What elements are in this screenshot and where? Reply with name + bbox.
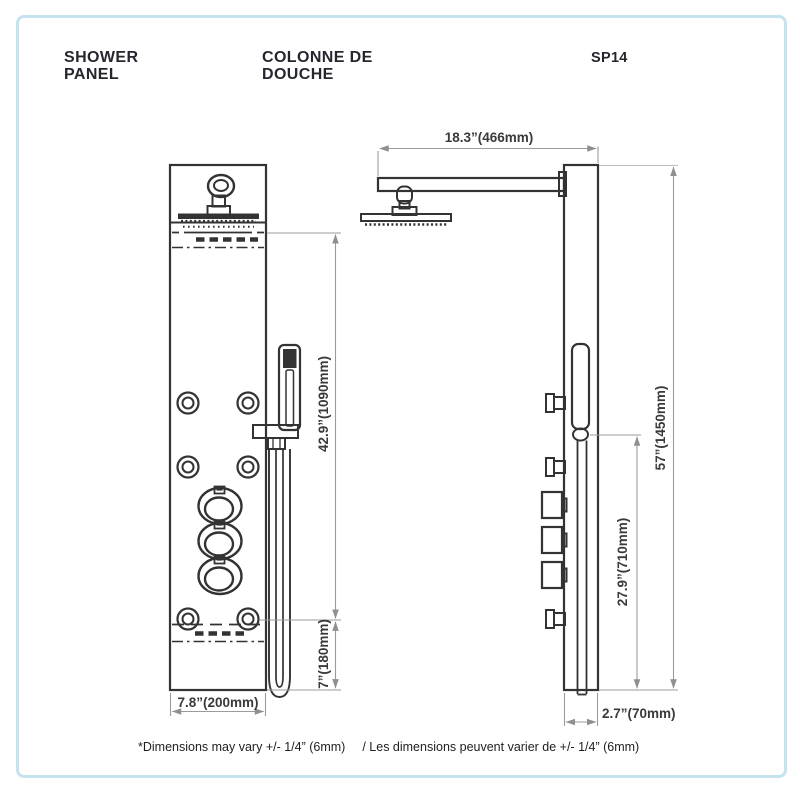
side-shower-arm — [378, 178, 564, 191]
hose-loop-inner — [276, 449, 283, 687]
disclaimer-fr: / Les dimensions peuvent varier de +/- 1/4” (6mm) — [362, 740, 640, 754]
control-dial — [199, 522, 242, 560]
model-number: SP14 — [591, 50, 628, 66]
body-jet — [238, 609, 259, 630]
front-panel-body — [170, 165, 266, 690]
jet-knob — [546, 610, 565, 628]
side-hand-shower — [572, 344, 589, 695]
control-knob — [542, 562, 567, 588]
dim-label-panel-depth: 2.7”(70mm) — [602, 706, 676, 721]
dim-label-handshower-height: 27.9”(710mm) — [615, 517, 630, 607]
front-control-dials — [199, 487, 242, 595]
control-knob — [542, 492, 567, 518]
body-jet — [178, 393, 199, 414]
dim-label-bracket-distance: 42.9”(1090mm) — [316, 355, 331, 453]
hose-nut — [268, 438, 285, 449]
dim-label-arm-reach: 18.3”(466mm) — [444, 130, 534, 145]
side-control-knobs — [542, 492, 567, 588]
front-bottom-bracket-lines — [172, 625, 264, 642]
product-title-en-line1: SHOWER — [64, 49, 139, 66]
front-hand-shower — [253, 345, 300, 697]
hose-loop-outer — [269, 449, 290, 697]
product-title-en-line2: PANEL — [64, 66, 120, 83]
body-jet — [178, 609, 199, 630]
side-rain-head — [361, 187, 451, 225]
dimensions-disclaimer — [138, 740, 639, 754]
body-jet — [238, 457, 259, 478]
jet-knob — [546, 394, 565, 412]
side-view-dimensions — [378, 130, 678, 726]
front-rain-head — [178, 214, 259, 227]
jet-knob — [546, 458, 565, 476]
front-view-drawing — [170, 165, 300, 697]
product-title-fr-line1: COLONNE DE — [262, 49, 373, 66]
product-title-fr-line2: DOUCHE — [262, 66, 334, 83]
front-arm-connector — [208, 175, 235, 216]
body-jet — [178, 457, 199, 478]
control-knob — [542, 527, 567, 553]
hand-shower-bracket — [253, 425, 298, 438]
side-view-drawing — [361, 165, 598, 695]
front-top-bracket-lines — [172, 233, 264, 248]
dim-label-bottom-bracket-offset: 7”(180mm) — [316, 619, 331, 689]
side-panel-body — [564, 165, 598, 690]
dim-label-total-height: 57”(1450mm) — [653, 385, 668, 471]
disclaimer-en: *Dimensions may vary +/- 1/4” (6mm) — [138, 740, 346, 754]
body-jet — [238, 393, 259, 414]
control-dial — [199, 487, 242, 525]
control-dial — [199, 557, 242, 595]
dim-label-panel-width: 7.8”(200mm) — [177, 695, 259, 710]
